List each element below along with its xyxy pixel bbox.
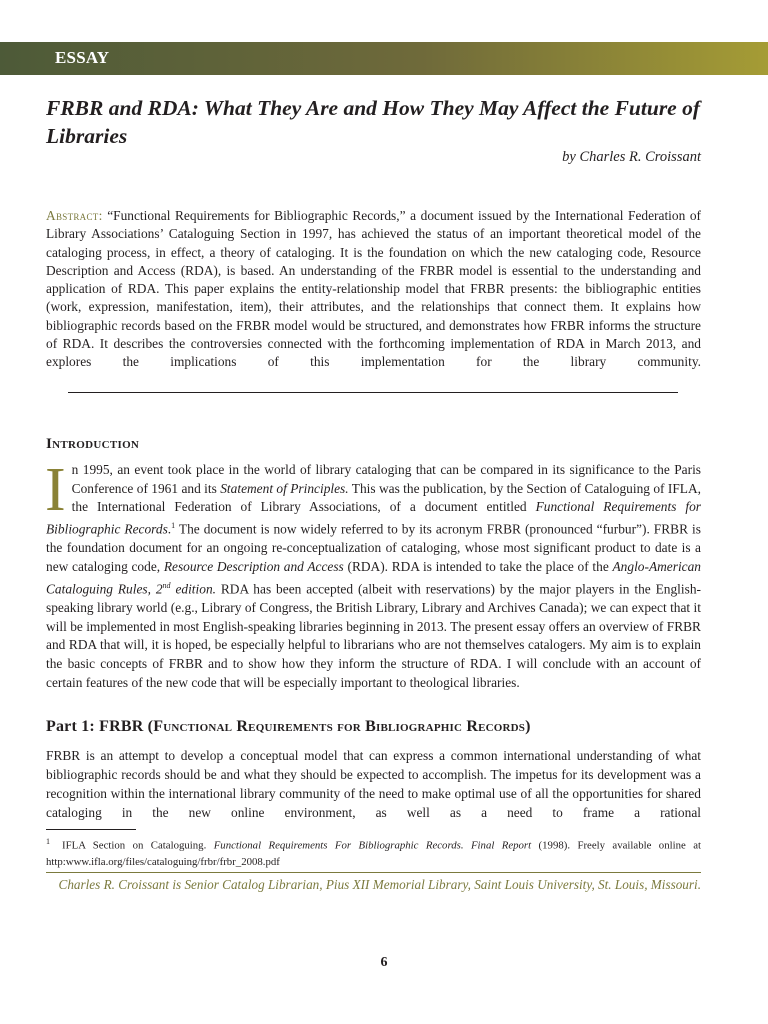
page-number: 6 (380, 955, 388, 970)
section-banner (0, 42, 768, 75)
abstract-paragraph (46, 207, 701, 372)
intro-text: This was the publication, by the Section of Cataloguing of IFLA, the International Federation of Library Associations, of a document entitled (71, 480, 702, 515)
footnote-divider (46, 829, 136, 830)
footnote-italic: Functional Requirements For Bibliographic Records. Final Report (213, 839, 532, 852)
ordinal-suffix: nd (162, 580, 171, 590)
intro-text: n 1995, an event took place in the world of library cataloging that can be compared in its significance to the Paris Conference of 1961 and its (71, 462, 701, 496)
intro-italic: edition. (170, 581, 216, 597)
footnote-text: IFLA Section on Cataloguing. (62, 839, 214, 852)
author-bio: Charles R. Croissant is Senior Catalog Librarian, Pius XII Memorial Library, Saint Louis University, St. Louis, Missouri. (58, 877, 701, 892)
intro-text: RDA has been accepted (albeit with reservations) by the major players in the English-speaking library world (e.g., Library of Congress, the British Library, Library and Archives Canada); we can expect that it will be implemented in most English-speaking libraries beginning in 2013. The present essay offers an overview of FRBR and RDA that will, it is hoped, be especially helpful to librarians who are not themselves catalogers. My aim is to explain the basic concepts of FRBR and to show how they inform the structure of RDA. I will conclude with an account of certain features of the new code that will be especially important to theological libraries. (46, 581, 701, 690)
footnote-ref[interactable]: 1 (171, 521, 176, 531)
bio-divider (46, 872, 701, 873)
footnote-text[interactable]: (1998). Freely available online at http:www.ifla.org/files/cataloguing/frbr/frbr_2008.pdf (46, 839, 701, 868)
drop-cap: I (45, 456, 66, 524)
intro-text: . (167, 521, 172, 537)
part1-heading (46, 718, 531, 736)
abstract-line: model of the cataloging process, in effect, a theory of cataloging. It is the foundation on which the new cataloging (46, 226, 701, 260)
abstract-line: understanding and application of RDA. This paper explains the entity-relationship model that FRBR presents: the (46, 262, 701, 297)
intro-text: (RDA). RDA is intended to take the place of the (343, 558, 613, 574)
introduction-paragraph (45, 456, 702, 692)
intro-italic: Statement of Principles. (220, 480, 349, 496)
abstract-line: “Functional Requirements for Bibliographic Records,” a document issued by the International (107, 208, 624, 223)
abstract-line: FRBR informs the structure of RDA. It describes the controversies connected with the forthcoming implementation (46, 317, 701, 352)
part1-paragraph: FRBR is an attempt to develop a conceptual model that can express a common international understanding of what bibliographic records should be and what they should be expected to accomplish. The impetus for its development was a recognition within the international library community of the need to make optimal use of all the opportunities for shared cataloging in the new online environment, as well as a need to frame a rational (46, 748, 701, 820)
intro-italic: Functional Requirements for Bibliographic Records (46, 499, 701, 537)
part1-heading-suffix: ) (525, 718, 531, 735)
intro-text: The document is now widely referred to by its acronym FRBR (pronounced “furbur”). FRBR is the foundation document for an ongoing re-conceptualization of cataloging, whose most significant product to date is a new cataloging code, (46, 521, 701, 574)
intro-italic: Resource Description and Access (163, 558, 344, 574)
abstract-divider (68, 392, 678, 393)
part1-heading-smallcaps: Functional Requirements for Bibliographic Records (153, 718, 526, 735)
footnote (46, 834, 701, 870)
abstract-line: of RDA in March 2013, and explores the implications of this implementation for the library community. (46, 336, 701, 370)
part1-heading-prefix: Part 1: FRBR ( (46, 718, 154, 735)
article-byline: by Charles R. Croissant (562, 149, 701, 165)
abstract-line: Federation of Library Associations’ Cataloguing Section in 1997, has achieved the status of an important theoretical (46, 208, 702, 242)
abstract-label: Abstract: (46, 208, 103, 223)
abstract-line: code, Resource Description and Access (RDA), is based. An understanding of the FRBR model is essential to the (46, 244, 701, 278)
introduction-heading: Introduction (46, 436, 140, 452)
article-title: FRBR and RDA: What They Are and How They May Affect the Future of Libraries (46, 96, 701, 148)
section-label: ESSAY (55, 48, 110, 67)
intro-italic: Anglo-American Cataloguing Rules, 2 (46, 558, 702, 597)
abstract-line: bibliographic entities (work, expression, manifestation, item), their attributes, and the relationships that connect (46, 281, 701, 315)
abstract-line: them. It explains how bibliographic records based on the FRBR model would be structured, and demonstrates how (46, 299, 701, 333)
footnote-number: 1 (46, 837, 50, 846)
